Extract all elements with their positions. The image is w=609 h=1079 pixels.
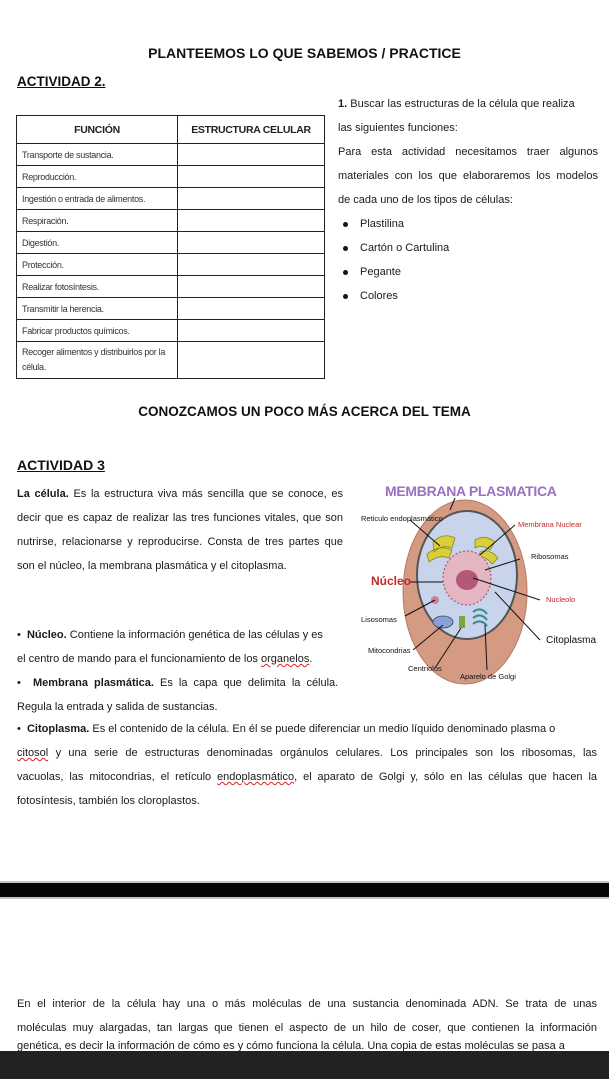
structure-cell[interactable] — [178, 342, 325, 379]
table-row — [17, 210, 325, 232]
activity-3-heading: ACTIVIDAD 3 — [17, 457, 105, 473]
section-title: CONOZCAMOS UN POCO MÁS ACERCA DEL TEMA — [138, 404, 471, 419]
nucleo-item-cont: el centro de mando para el funcionamiento de los organelos. — [17, 653, 313, 665]
spellcheck-word: organelos — [261, 653, 310, 665]
structure-cell[interactable] — [178, 254, 325, 276]
citoplasma-line — [17, 741, 597, 765]
label-nucleolo: Nucleolo — [546, 595, 576, 604]
intro-text: Es la estructura viva más sencilla que se conoce, es decir que es capaz de realizar las tres funciones vitales, que son nutrirse, relacionarse y reproducirse. Consta de tres partes que son el núcleo, la membrana plasmática y el citoplasma. — [17, 488, 343, 572]
function-cell: Transmitir la herencia. — [17, 298, 178, 320]
citoplasma-text: Es el contenido de la célula. En él se puede diferenciar un medio líquido denominado plasma o — [92, 723, 556, 735]
structure-cell[interactable] — [178, 320, 325, 342]
structure-cell[interactable] — [178, 232, 325, 254]
structure-cell[interactable] — [178, 144, 325, 166]
citoplasma-paragraph — [17, 717, 597, 813]
materials-intro-line: materiales con los que elaboraremos los modelos — [338, 170, 598, 182]
functions-table — [16, 115, 325, 379]
citoplasma-line: • Citoplasma. Es el contenido de la célula. En él se puede diferenciar un medio líquido denominado plasma o — [17, 723, 556, 735]
material-item: Pegante — [338, 260, 598, 284]
function-cell: Fabricar productos químicos. — [17, 320, 178, 342]
label-nucleo: Núcleo — [371, 574, 412, 588]
label-ribosomas: Ribosomas — [531, 552, 569, 561]
parts-list — [17, 623, 347, 719]
spellcheck-word: citosol — [17, 747, 49, 759]
label-membrana-nuclear: Membrana Nuclear — [518, 520, 582, 529]
citoplasma-text: vacuolas, las mitocondrias, el retículo — [17, 771, 212, 783]
function-cell: Transporte de sustancia. — [17, 144, 178, 166]
diagram-title: MEMBRANA PLASMATICA — [385, 483, 557, 499]
table-row — [17, 166, 325, 188]
table-row — [17, 320, 325, 342]
nucleo-bold: Núcleo. — [26, 629, 67, 641]
function-cell: Realizar fotosíntesis. — [17, 276, 178, 298]
table-row — [17, 144, 325, 166]
nucleo-item: • Núcleo. Contiene la información genética de las células y es — [17, 629, 323, 641]
materials-list — [338, 212, 598, 308]
instruction-line — [338, 92, 598, 116]
page-title: PLANTEEMOS LO QUE SABEMOS / PRACTICE — [148, 45, 461, 61]
function-cell: Reproducción. — [17, 166, 178, 188]
dna-line: genética, es decir la información de cómo es y cómo funciona la célula. Una copia de estas moléculas se pasa a — [17, 1041, 565, 1051]
structure-cell[interactable] — [178, 188, 325, 210]
citoplasma-line: fotosíntesis, también los cloroplastos. — [17, 795, 200, 807]
intro-bold: La célula. — [17, 488, 69, 500]
citoplasma-text: y una serie de estructuras denominadas orgánulos celulares. Los principales son los ribosomas, las — [55, 747, 598, 759]
instruction-number: 1. — [338, 98, 348, 110]
function-cell: Recoger alimentos y distribuirlos por la célula. — [17, 342, 178, 379]
membrana-item-cont: Regula la entrada y salida de sustancias. — [17, 701, 218, 713]
activity-2-heading: ACTIVIDAD 2. — [17, 74, 106, 89]
instruction-text: Buscar las estructuras de la célula que realiza — [350, 98, 575, 110]
materials-intro-line: Para esta actividad necesitamos traer algunos — [338, 146, 598, 158]
bottom-bar — [0, 1051, 609, 1079]
materials-intro-line: de cada uno de los tipos de células: — [338, 194, 513, 206]
table-row — [17, 232, 325, 254]
table-row — [17, 254, 325, 276]
label-golgi: Aparelo de Golgi — [460, 672, 516, 681]
table-header-row — [17, 116, 325, 144]
table-row — [17, 188, 325, 210]
cell-diagram — [355, 480, 609, 690]
nucleolus — [456, 570, 478, 590]
column-header-function: FUNCIÓN — [17, 116, 178, 144]
material-item: Colores — [338, 284, 598, 308]
citoplasma-text: , el aparato de Golgi y, sólo en las células que hacen la — [294, 771, 598, 783]
label-mitocondrias: Mitocondrias — [368, 646, 411, 655]
mitochondria — [433, 616, 453, 628]
citoplasma-line — [17, 765, 597, 789]
page-break-divider — [0, 881, 609, 899]
centrioles — [459, 616, 465, 628]
label-citoplasma: Citoplasma — [546, 635, 597, 646]
table-row — [17, 298, 325, 320]
citoplasma-bold: Citoplasma. — [26, 723, 90, 735]
structure-cell[interactable] — [178, 166, 325, 188]
membrana-bold: Membrana plasmática. — [32, 677, 154, 689]
table-row — [17, 342, 325, 379]
table-row — [17, 276, 325, 298]
function-cell: Ingestión o entrada de alimentos. — [17, 188, 178, 210]
activity-2-instructions — [338, 92, 598, 308]
dna-line: moléculas muy alargadas, tan largas que tienen el aspecto de un hilo de coser, que contienen la información — [17, 1022, 597, 1034]
structure-cell[interactable] — [178, 298, 325, 320]
dna-line: En el interior de la célula hay una o más moléculas de una sustancia denominada ADN. Se trata de unas — [17, 998, 597, 1010]
dna-paragraph — [17, 992, 597, 1040]
function-cell: Protección. — [17, 254, 178, 276]
label-centriolos: Centriolos — [408, 664, 442, 673]
column-header-structure: ESTRUCTURA CELULAR — [178, 116, 325, 144]
spellcheck-word: endoplasmático — [217, 771, 295, 783]
cell-intro-paragraph — [17, 482, 343, 578]
nucleo-text: Contiene la información genética de las células y es — [69, 629, 323, 641]
membrana-text: Es la capa que delimita la célula. — [160, 677, 339, 689]
nucleo-text-2: el centro de mando para el funcionamiento de los — [17, 653, 258, 665]
function-cell: Respiración. — [17, 210, 178, 232]
membrana-item: • Membrana plasmática. Es la capa que delimita la célula. — [17, 677, 339, 689]
function-cell: Digestión. — [17, 232, 178, 254]
material-item: Plastilina — [338, 212, 598, 236]
structure-cell[interactable] — [178, 276, 325, 298]
instruction-line: las siguientes funciones: — [338, 122, 458, 134]
label-lisosomas: Lisosomas — [361, 615, 397, 624]
material-item: Cartón o Cartulina — [338, 236, 598, 260]
structure-cell[interactable] — [178, 210, 325, 232]
label-reticulo: Reticulo endoplasmático — [361, 514, 443, 523]
dna-line-cut — [17, 1041, 597, 1051]
